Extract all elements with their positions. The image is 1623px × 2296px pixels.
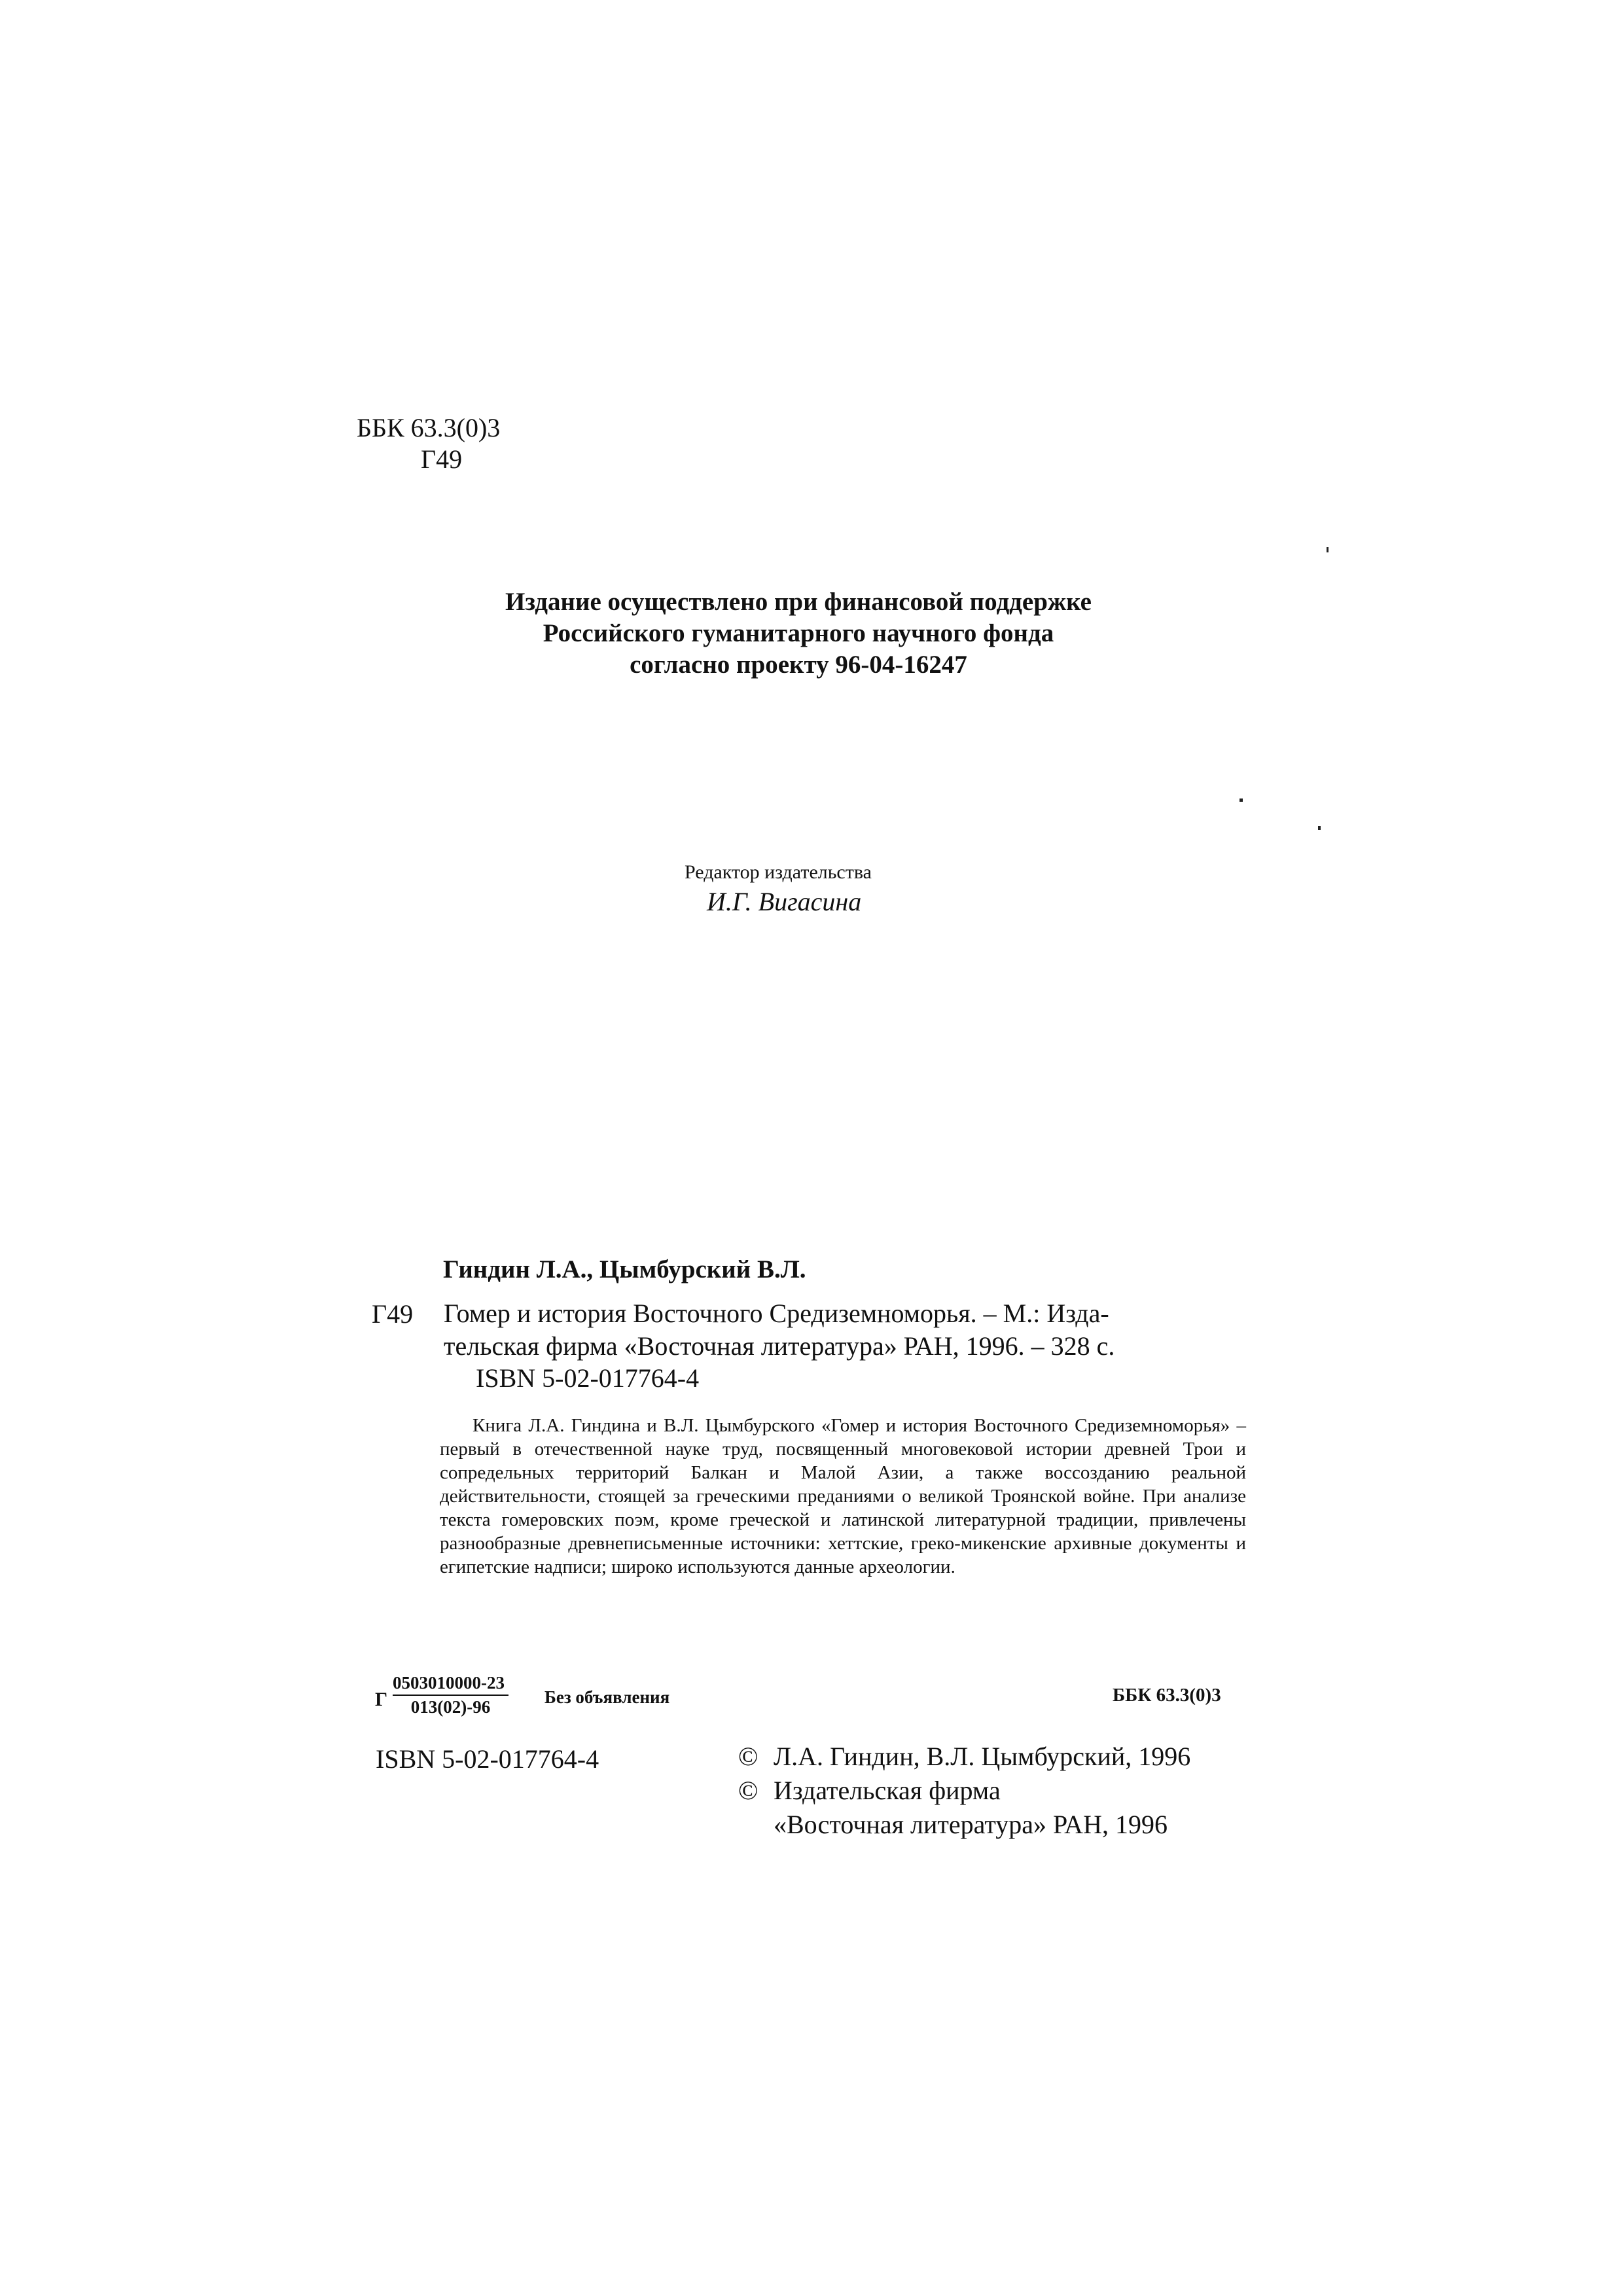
copyright-icon: © bbox=[738, 1742, 758, 1771]
classification-letter: Г bbox=[375, 1689, 388, 1710]
classification-note: Без объявления bbox=[544, 1687, 670, 1707]
scan-speck bbox=[1240, 798, 1243, 802]
funding-line-1: Издание осуществлено при финансовой поддержке bbox=[505, 588, 1092, 616]
copyright-publisher bbox=[738, 1774, 1190, 1808]
classification-numerator: 0503010000-23 bbox=[393, 1673, 508, 1696]
copyright-publisher-line-2: «Восточная литература» РАН, 1996 bbox=[774, 1810, 1168, 1839]
footer-isbn: ISBN 5-02-017764-4 bbox=[376, 1744, 599, 1774]
editor-label: Редактор издательства bbox=[685, 861, 872, 883]
catalog-code: Г49 bbox=[372, 1299, 414, 1329]
funding-notice bbox=[393, 586, 1204, 681]
editor-name: И.Г. Вигасина bbox=[707, 887, 862, 916]
catalog-title bbox=[444, 1297, 1229, 1363]
catalog-title-line-2: тельская фирма «Восточная литература» РАН, 1996. – 328 с. bbox=[444, 1331, 1115, 1361]
catalog-title-line-1: Гомер и история Восточного Средиземноморья. – М.: Изда- bbox=[444, 1299, 1109, 1328]
catalog-authors: Гиндин Л.А., Цымбурский В.Л. bbox=[443, 1255, 806, 1283]
author-code: Г49 bbox=[421, 444, 463, 474]
scan-speck bbox=[1327, 547, 1329, 552]
classification-bbk: ББК 63.3(0)3 bbox=[1113, 1685, 1221, 1706]
copyright-icon: © bbox=[738, 1776, 758, 1805]
copyright-authors bbox=[738, 1740, 1190, 1774]
bbk-classification: ББК 63.3(0)3 bbox=[357, 413, 501, 442]
funding-line-3: согласно проекту 96-04-16247 bbox=[630, 651, 967, 679]
classification-denominator: 013(02)-96 bbox=[410, 1697, 491, 1717]
copyright-authors-text: Л.А. Гиндин, В.Л. Цымбурский, 1996 bbox=[774, 1742, 1191, 1771]
copyright-block bbox=[738, 1740, 1190, 1842]
copyright-publisher-text: Издательская фирма bbox=[774, 1776, 1001, 1805]
catalog-isbn: ISBN 5-02-017764-4 bbox=[476, 1363, 700, 1393]
classification-fraction bbox=[393, 1673, 508, 1717]
scan-speck bbox=[1318, 826, 1321, 830]
funding-line-2: Российского гуманитарного научного фонда bbox=[543, 619, 1054, 647]
book-annotation: Книга Л.А. Гиндина и В.Л. Цымбурского «Гомер и история Восточного Средиземноморья» – первый в отечественной науке труд, посвященный многовековой истории древней Трои и сопредельных территорий Балкан и Малой Азии, а также воссозданию реальной действительности, стоящей за греческими преданиями о великой Троянской войне. При анализе текста гомеровских поэм, кроме греческой и латинской литературной традиции, привлечены разнообразные древнеписьменные источники: хеттские, греко-микенские архивные документы и египетские надписи; широко используются данные археологии. bbox=[440, 1415, 1246, 1577]
